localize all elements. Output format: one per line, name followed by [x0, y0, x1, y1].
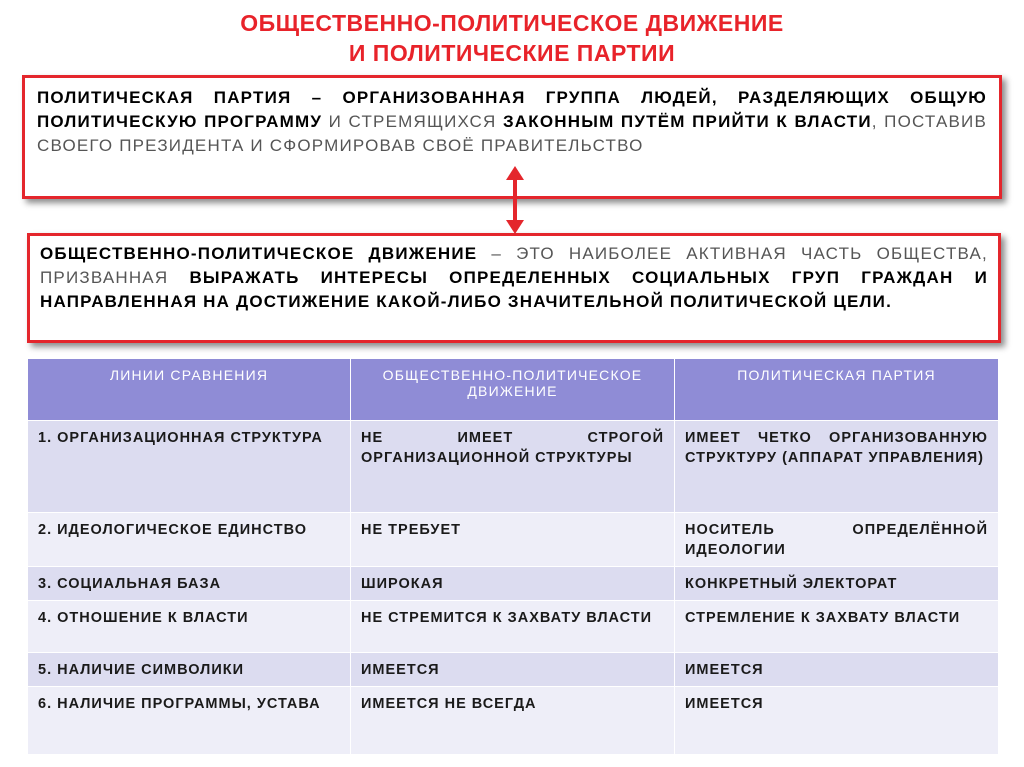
movement-term: ОБЩЕСТВЕННО-ПОЛИТИЧЕСКОЕ ДВИЖЕНИЕ — [40, 244, 478, 263]
table-cell: НЕ ТРЕБУЕТ — [351, 513, 675, 567]
table-row — [28, 601, 999, 653]
table-cell: ШИРОКАЯ — [351, 567, 675, 601]
header-movement: ОБЩЕСТВЕННО-ПОЛИТИЧЕСКОЕ ДВИЖЕНИЕ — [351, 359, 675, 421]
table-cell: НЕ СТРЕМИТСЯ К ЗАХВАТУ ВЛАСТИ — [351, 601, 675, 653]
table-cell: 2. ИДЕОЛОГИЧЕСКОЕ ЕДИНСТВО — [28, 513, 351, 567]
table-cell: НОСИТЕЛЬ ОПРЕДЕЛЁННОЙ ИДЕОЛОГИИ — [675, 513, 999, 567]
table-header-row — [28, 359, 999, 421]
table-cell: ИМЕЕТСЯ — [351, 653, 675, 687]
table-cell: 6. НАЛИЧИЕ ПРОГРАММЫ, УСТАВА — [28, 687, 351, 755]
table-cell: СТРЕМЛЕНИЕ К ЗАХВАТУ ВЛАСТИ — [675, 601, 999, 653]
table-cell: 5. НАЛИЧИЕ СИМВОЛИКИ — [28, 653, 351, 687]
table-row — [28, 567, 999, 601]
table-cell: НЕ ИМЕЕТ СТРОГОЙ ОРГАНИЗАЦИОННОЙ СТРУКТУРЫ — [351, 421, 675, 513]
header-comparison-lines: ЛИНИИ СРАВНЕНИЯ — [28, 359, 351, 421]
table-row — [28, 653, 999, 687]
table-cell: КОНКРЕТНЫЙ ЭЛЕКТОРАТ — [675, 567, 999, 601]
party-def-part4: , ПОСТАВИВ СВОЕГО ПРЕЗИДЕНТА И СФОРМИРОВАВ СВОЁ ПРАВИТЕЛЬСТВО — [37, 112, 987, 155]
movement-definition-box — [27, 233, 1001, 343]
table-cell: ИМЕЕТ ЧЕТКО ОРГАНИЗОВАННУЮ СТРУКТУРУ (АППАРАТ УПРАВЛЕНИЯ) — [675, 421, 999, 513]
movement-def-part2: ВЫРАЖАТЬ ИНТЕРЕСЫ ОПРЕДЕЛЕННЫХ СОЦИАЛЬНЫХ ГРУП ГРАЖДАН И НАПРАВЛЕННАЯ НА ДОСТИЖЕНИЕ КАКОЙ-ЛИБО ЗНАЧИТЕЛЬНОЙ ПОЛИТИЧЕСКОЙ ЦЕЛИ. — [40, 268, 988, 311]
title-line-2: И ПОЛИТИЧЕСКИЕ ПАРТИИ — [348, 40, 676, 66]
table-row — [28, 687, 999, 755]
party-term: ПОЛИТИЧЕСКАЯ ПАРТИЯ – — [37, 88, 323, 107]
party-def-part3: ЗАКОННЫМ ПУТЁМ ПРИЙТИ К ВЛАСТИ — [502, 112, 872, 131]
table-row — [28, 513, 999, 567]
table-cell: 3. СОЦИАЛЬНАЯ БАЗА — [28, 567, 351, 601]
table-cell: ИМЕЕТСЯ — [675, 687, 999, 755]
double-arrow-icon — [503, 166, 527, 234]
party-def-part2: И СТРЕМЯЩИХСЯ — [328, 112, 497, 131]
table-cell: 4. ОТНОШЕНИЕ К ВЛАСТИ — [28, 601, 351, 653]
table-row — [28, 421, 999, 513]
party-def-part1: ОРГАНИЗОВАННАЯ ГРУППА ЛЮДЕЙ, РАЗДЕЛЯЮЩИХ ОБЩУЮ ПОЛИТИЧЕСКУЮ ПРОГРАММУ — [37, 88, 987, 131]
comparison-table — [27, 358, 999, 755]
table-cell: 1. ОРГАНИЗАЦИОННАЯ СТРУКТУРА — [28, 421, 351, 513]
header-party: ПОЛИТИЧЕСКАЯ ПАРТИЯ — [675, 359, 999, 421]
page-title — [0, 8, 1024, 68]
movement-def-part1: – ЭТО НАИБОЛЕЕ АКТИВНАЯ ЧАСТЬ ОБЩЕСТВА, ПРИЗВАННАЯ — [40, 244, 988, 287]
table-cell: ИМЕЕТСЯ — [675, 653, 999, 687]
title-line-1: ОБЩЕСТВЕННО-ПОЛИТИЧЕСКОЕ ДВИЖЕНИЕ — [240, 10, 784, 36]
table-cell: ИМЕЕТСЯ НЕ ВСЕГДА — [351, 687, 675, 755]
